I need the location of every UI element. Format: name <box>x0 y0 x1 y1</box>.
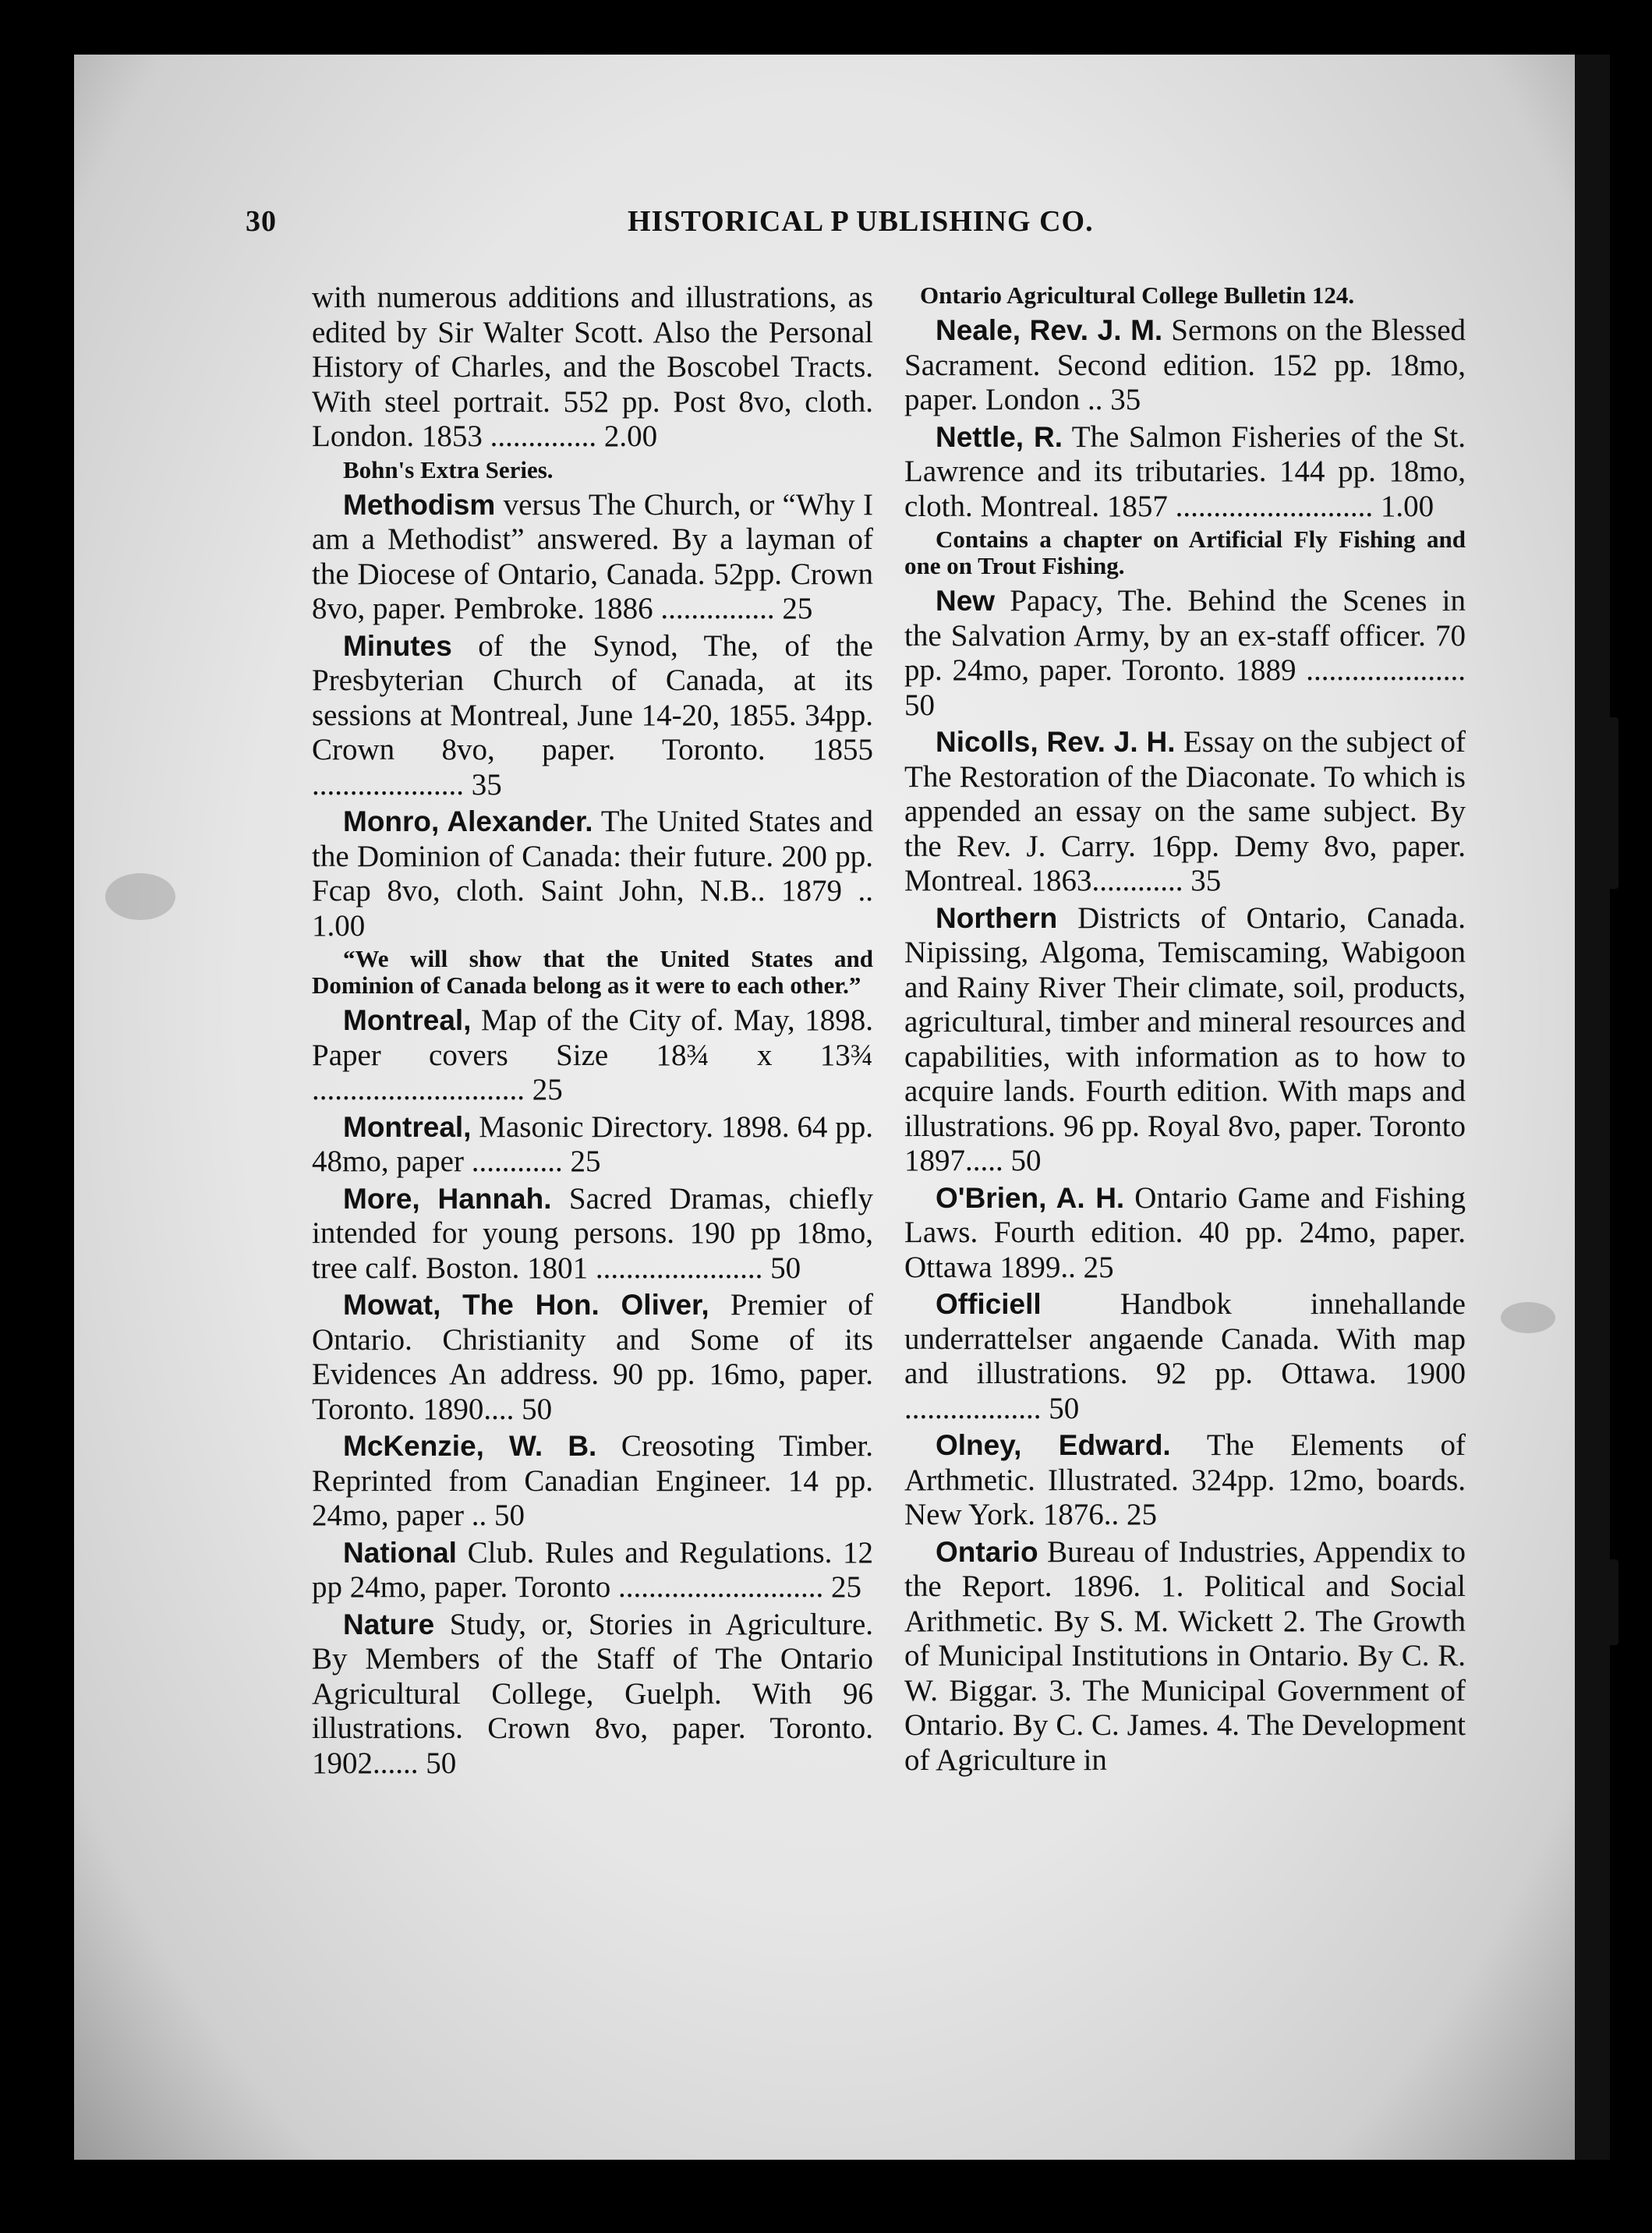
catalog-entry <box>904 1287 1466 1426</box>
entry-heading: Olney, Edward. <box>936 1429 1171 1461</box>
entry-heading: O'Brien, A. H. <box>936 1181 1125 1214</box>
entry-text: Creosoting Timber. Reprinted from Canadian Engineer. 14 pp. 24mo, paper .. 50 <box>312 1429 873 1532</box>
entry-text: The Salmon Fisheries of the St. Lawrence and its tributaries. 144 pp. 18mo, cloth. Montreal. 1857 .......................... 1.00 <box>904 419 1466 523</box>
entry-text: The Elements of Arthmetic. Illustrated. 324pp. 12mo, boards. New York. 1876.. 25 <box>904 1428 1466 1531</box>
entry-heading: Montreal, <box>343 1110 472 1143</box>
catalog-entry <box>312 1288 873 1427</box>
catalog-entry <box>904 1181 1466 1286</box>
entry-text: with numerous additions and illustrations, as edited by Sir Walter Scott. Also the Personal History of Charles, and the Boscobel Tracts. With steel portrait. 552 pp. Post 8vo, cloth. London. 1853 .............. 2.00 <box>312 281 873 453</box>
page-number: 30 <box>246 205 277 238</box>
entry-heading: McKenzie, W. B. <box>343 1430 597 1462</box>
entry-text: Handbok innehallande underrattelser angaende Canada. With map and illustrations. 92 pp. Ottawa. 1900 .................. 50 <box>904 1287 1466 1425</box>
right-column <box>904 281 1466 1780</box>
catalog-entry <box>904 901 1466 1179</box>
entry-text: Premier of Ontario. Christianity and Some of its Evidences An address. 90 pp. 16mo, paper. Toronto. 1890.... 50 <box>312 1288 873 1426</box>
entry-text: The United States and the Dominion of Canada: their future. 200 pp. Fcap 8vo, cloth. Saint John, N.B.. 1879 .. 1.00 <box>312 805 873 943</box>
entry-text: Bureau of Industries, Appendix to the Report. 1896. 1. Political and Social Arithmetic. By S. M. Wickett 2. The Growth of Municipal Institutions in Ontario. By C. R. W. Biggar. 3. The Municipal Government of Ontario. By C. C. James. 4. The Development of Agriculture in <box>904 1534 1466 1777</box>
entry-heading: Mowat, The Hon. Oliver, <box>343 1289 709 1321</box>
catalog-entry <box>312 281 873 455</box>
catalog-entry <box>904 725 1466 899</box>
entry-text: Papacy, The. Behind the Scenes in the Salvation Army, by an ex-staff officer. 70 pp. 24mo, paper. Toronto. 1889 ..................... 50 <box>904 584 1466 722</box>
entry-heading: Methodism <box>343 488 496 521</box>
catalog-entry <box>312 488 873 627</box>
entry-heading: New <box>936 585 996 617</box>
entry-heading: Ontario <box>936 1535 1038 1568</box>
entry-text: Sacred Dramas, chiefly intended for young persons. 190 pp 18mo, tree calf. Boston. 1801 ...................... 50 <box>312 1181 874 1285</box>
catalog-entry <box>312 629 873 803</box>
entry-text: Study, or, Stories in Agriculture. By Members of the Staff of The Ontario Agricultural College, Guelph. With 96 illustrations. Crown 8vo, paper. Toronto. 1902...... 50 <box>312 1607 873 1780</box>
entry-text: Essay on the subject of The Restoration of the Diaconate. To which is appended an essay on the same subject. By the Rev. J. Carry. 16pp. Demy 8vo, paper. Montreal. 1863............ 35 <box>904 725 1466 897</box>
entry-heading: Montreal, <box>343 1004 472 1036</box>
entry-heading: Nicolls, Rev. J. H. <box>936 726 1176 758</box>
entry-heading: Minutes <box>343 629 452 662</box>
catalog-entry <box>312 1182 873 1286</box>
catalog-entry <box>312 1608 873 1782</box>
catalog-entry <box>312 805 873 943</box>
entry-heading: National <box>343 1536 457 1569</box>
catalog-entry <box>312 1110 873 1180</box>
catalog-entry <box>312 1429 873 1534</box>
catalog-entry <box>312 1536 873 1605</box>
catalog-entry <box>904 420 1466 525</box>
catalog-entry <box>312 1003 873 1108</box>
entry-heading: Northern <box>936 901 1058 934</box>
scan-edge <box>1575 55 1610 2160</box>
entry-text: Ontario Game and Fishing Laws. Fourth edition. 40 pp. 24mo, paper. Ottawa 1899.. 25 <box>904 1180 1466 1284</box>
catalog-entry <box>904 313 1466 418</box>
entry-text: Sermons on the Blessed Sacrament. Second edition. 152 pp. 18mo, paper. London .. 35 <box>904 313 1466 416</box>
entry-text: versus The Church, or “Why I am a Methodist” answered. By a layman of the Diocese of Ontario, Canada. 52pp. Crown 8vo, paper. Pembroke. 1886 ............... 25 <box>312 487 873 625</box>
entry-text: Club. Rules and Regulations. 12 pp 24mo, paper. Toronto ........................... 25 <box>312 1535 873 1604</box>
binding-mark <box>1604 1559 1618 1645</box>
entry-note: Contains a chapter on Artificial Fly Fishing and one on Trout Fishing. <box>904 526 1466 579</box>
catalog-entry <box>904 1535 1466 1778</box>
entry-heading: Officiell <box>936 1288 1042 1320</box>
entry-note: Ontario Agricultural College Bulletin 124. <box>920 281 1355 309</box>
left-column <box>312 281 873 1783</box>
entry-heading: Nettle, R. <box>936 420 1063 453</box>
catalog-entry <box>904 584 1466 723</box>
entry-heading: Neale, Rev. J. M. <box>936 314 1163 346</box>
running-title: HISTORICAL P UBLISHING CO. <box>628 205 1094 238</box>
binding-mark <box>1606 717 1618 889</box>
entry-text: Masonic Directory. 1898. 64 pp. 48mo, paper ............ 25 <box>312 1109 873 1178</box>
catalog-entry <box>904 1428 1466 1533</box>
page-smudge <box>1501 1302 1555 1333</box>
entry-text: Districts of Ontario, Canada. Nipissing, Algoma, Temiscaming, Wabigoon and Rainy River Their climate, soil, products, agricultural, timber and mineral resources and capabilities, with information as to how to acquire lands. Fourth edition. With maps and illustrations. 96 pp. Royal 8vo, paper. Toronto 1897..... 50 <box>904 901 1466 1177</box>
entry-heading: Nature <box>343 1608 435 1640</box>
entry-text: of the Synod, The, of the Presbyterian Church of Canada, at its sessions at Montreal, June 14-20, 1855. 34pp. Crown 8vo, paper. Toronto. 1855 .................... 35 <box>312 628 873 802</box>
entry-note: Bohn's Extra Series. <box>343 455 554 483</box>
entry-text: Map of the City of. May, 1898. Paper covers Size 18¾ x 13¾ ............................ 25 <box>312 1003 873 1106</box>
page-smudge <box>105 873 175 920</box>
running-header <box>246 204 1446 251</box>
entry-heading: Monro, Alexander. <box>343 805 593 837</box>
entry-note: “We will show that the United States and Dominion of Canada belong as it were to each other.” <box>312 945 873 999</box>
entry-heading: More, Hannah. <box>343 1182 552 1215</box>
